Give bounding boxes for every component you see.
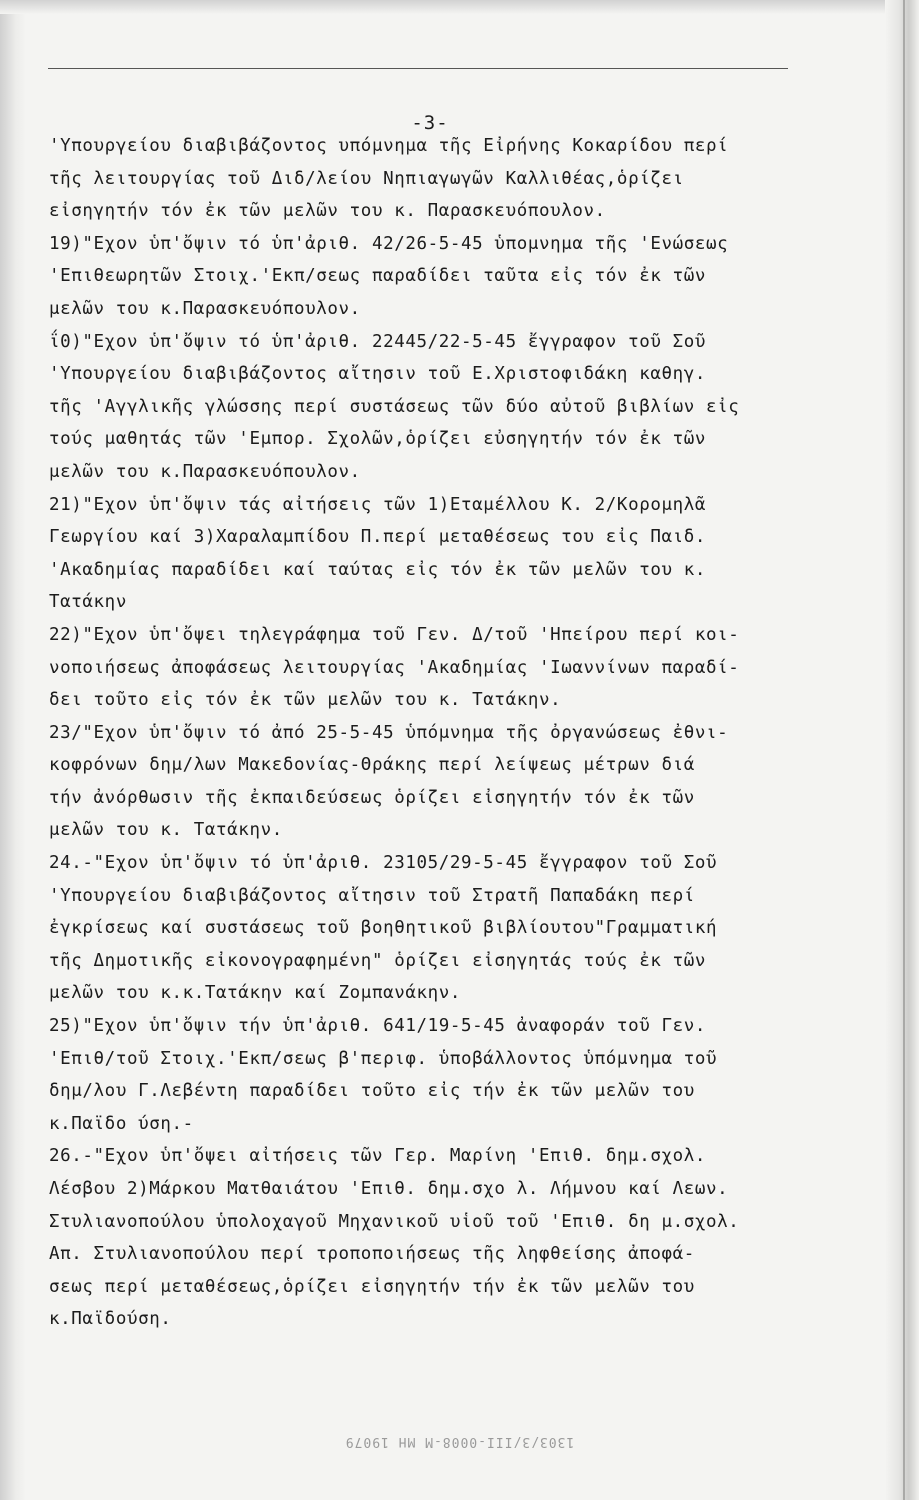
scan-top-shadow: [0, 0, 919, 14]
text-line: 'Επιθ/τοῦ Στοιχ.'Εκπ/σεως β'περιφ. ὑποβάλλοντος ὑπόμνημα τοῦ: [49, 1048, 718, 1069]
text-line: Απ. Στυλιανοπούλου περί τροποποιήσεως τῆς ληφθείσης ἀποφά-: [49, 1244, 695, 1265]
text-line: ἐγκρίσεως καί συστάσεως τοῦ βοηθητικοῦ βιβλίουτου"Γραμματική: [49, 918, 718, 939]
text-line: εἰσηγητήν τόν ἐκ τῶν μελῶν του κ. Παρασκευόπουλον.: [49, 201, 606, 222]
text-line: 25)"Εχον ὑπ'ὄψιν τήν ὑπ'ἀριθ. 641/19-5-45 ἀναφοράν τοῦ Γεν.: [49, 1016, 707, 1037]
text-line: Γεωργίου καί 3)Χαραλαμπίδου Π.περί μεταθέσεως του εἰς Παιδ.: [49, 527, 707, 548]
text-line: Τατάκην: [49, 592, 127, 613]
text-line: νοποιήσεως ἀποφάσεως λειτουργίας 'Ακαδημίας 'Ιωαννίνων παραδί-: [49, 657, 740, 678]
text-line: τῆς 'Αγγλικῆς γλώσσης περί συστάσεως τῶν δύο αὐτοῦ βιβλίων εἰς: [49, 396, 740, 417]
document-body: [49, 130, 879, 1336]
text-line: τῆς Δημοτικῆς εἰκονογραφημένη" ὁρίζει εἰσηγητάς τούς ἐκ τῶν: [49, 950, 707, 971]
text-line: 'Υπουργείου διαβιβάζοντος υπόμνημα τῆς Εἰρήνης Κοκαρίδου περί: [49, 136, 729, 156]
text-line: 26.-"Εχον ὑπ'ὄψει αἰτήσεις τῶν Γερ. Μαρίνη 'Επιθ. δημ.σχολ.: [49, 1146, 707, 1167]
text-line: κ.Παϊδούση.: [49, 1309, 172, 1330]
text-line: 24.-"Εχον ὑπ'ὄψιν τό ὑπ'ἀριθ. 23105/29-5-45 ἔγγραφον τοῦ Σοῦ: [49, 853, 718, 874]
header-rule: [48, 68, 788, 69]
text-line: τῆς λειτουργίας τοῦ Διδ/λείου Νηπιαγωγῶν Καλλιθέας,ὁρίζει: [49, 168, 684, 189]
text-line: δημ/λου Γ.Λεβέντη παραδίδει τοῦτο εἰς τήν ἐκ τῶν μελῶν του: [49, 1081, 695, 1102]
text-line: μελῶν του κ.Παρασκευόπουλον.: [49, 298, 361, 319]
text-line: 'Επιθεωρητῶν Στοιχ.'Εκπ/σεως παραδίδει ταῦτα εἰς τόν ἐκ τῶν: [49, 266, 707, 287]
mirrored-print-stamp: 1303/3/III-0008-M ΜΗ 19079: [344, 1434, 575, 1449]
text-line: τούς μαθητάς τῶν 'Εμπορ. Σχολῶν,ὁρίζει εὐσηγητήν τόν ἐκ τῶν: [49, 429, 707, 450]
scan-left-shadow: [0, 0, 26, 1500]
text-line: 'Ακαδημίας παραδίδει καί ταύτας εἰς τόν ἐκ τῶν μελῶν του κ.: [49, 559, 707, 580]
text-line: κοφρόνων δημ/λων Μακεδονίας-Θράκης περί λείψεως μέτρων διά: [49, 755, 695, 776]
text-line: 'Υπουργείου διαβιβάζοντος αἴτησιν τοῦ Ε.Χριστοφιδάκη καθηγ.: [49, 364, 707, 385]
text-line: μελῶν του κ. Τατάκην.: [49, 820, 283, 841]
text-line: 'Υπουργείου διαβιβάζοντος αἴτησιν τοῦ Στρατῆ Παπαδάκη περί: [49, 885, 695, 906]
text-line: Λέσβου 2)Μάρκου Ματθαιάτου 'Επιθ. δημ.σχο λ. Λήμνου καί Λεων.: [49, 1179, 729, 1199]
text-line: 21)"Εχον ὑπ'ὄψιν τάς αἰτήσεις τῶν 1)Εταμέλλου Κ. 2/Κορομηλᾶ: [49, 494, 707, 515]
text-line: σεως περί μεταθέσεως,ὁρίζει εἰσηγητήν τήν ἐκ τῶν μελῶν του: [49, 1276, 695, 1297]
text-line: τήν ἀνόρθωσιν τῆς ἐκπαιδεύσεως ὁρίζει εἰσηγητήν τόν ἐκ τῶν: [49, 787, 695, 808]
page-number: -3-: [411, 112, 449, 134]
binding-edge-line: [903, 0, 905, 1500]
text-line: κ.Παϊδο ύση.-: [49, 1113, 194, 1134]
text-line: 22)"Εχον ὑπ'ὄψει τηλεγράφημα τοῦ Γεν. Δ/τοῦ 'Ηπείρου περί κοι-: [49, 624, 740, 645]
text-line: 19)"Εχον ὑπ'ὄψιν τό ὑπ'ἀριθ. 42/26-5-45 ὑπομνημα τῆς 'Ενώσεως: [49, 233, 729, 254]
text-line: δει τοῦτο εἰς τόν ἐκ τῶν μελῶν του κ. Τατάκην.: [49, 690, 562, 711]
text-line: ΐ0)"Εχον ὑπ'ὄψιν τό ὑπ'ἀριθ. 22445/22-5-45 ἔγγραφον τοῦ Σοῦ: [49, 331, 707, 352]
text-line: μελῶν του κ.Παρασκευόπουλον.: [49, 461, 361, 482]
text-line: Στυλιανοπούλου ὑπολοχαγοῦ Μηχανικοῦ υἱοῦ τοῦ 'Επιθ. δη μ.σχολ.: [49, 1211, 740, 1232]
binding-edge: [885, 0, 919, 1500]
text-line: 23/"Εχον ὑπ'ὄψιν τό ἀπό 25-5-45 ὑπόμνημα τῆς ὀργανώσεως ἐθνι-: [49, 722, 729, 743]
text-line: μελῶν του κ.κ.Τατάκην καί Ζομπανάκην.: [49, 983, 462, 1004]
